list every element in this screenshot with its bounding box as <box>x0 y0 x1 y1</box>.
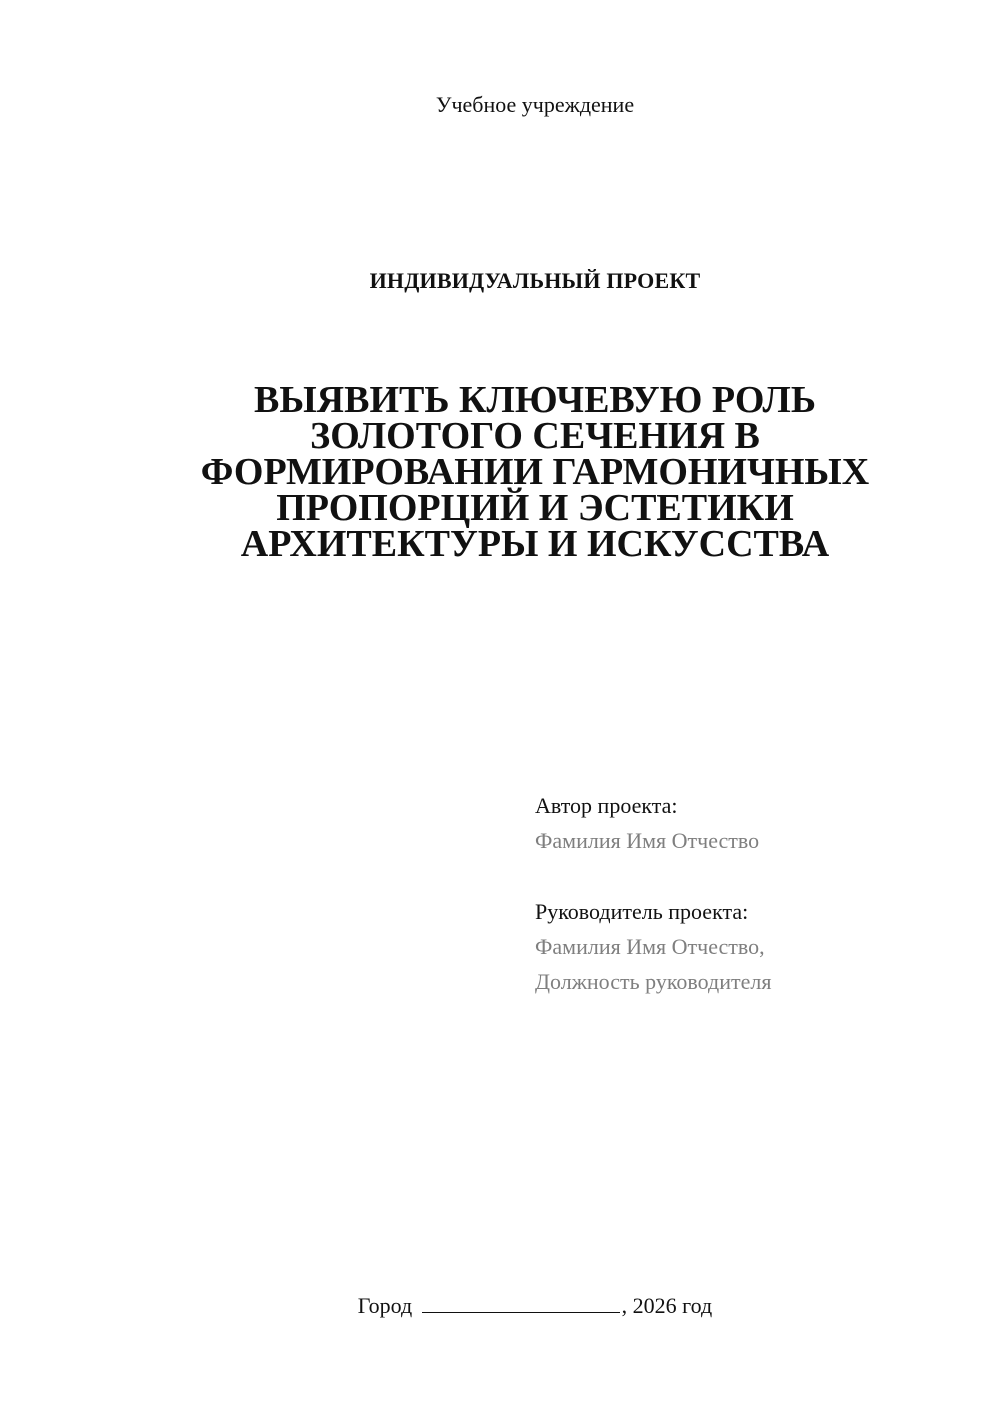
footer-city-year <box>0 1290 1000 1321</box>
title-line: АРХИТЕКТУРЫ И ИСКУССТВА <box>240 523 830 565</box>
project-info <box>535 788 975 999</box>
document-type: ИНДИВИДУАЛЬНЫЙ ПРОЕКТ <box>369 268 701 293</box>
title-line: ВЫЯВИТЬ КЛЮЧЕВУЮ РОЛЬ <box>254 379 816 421</box>
spacer <box>535 858 975 894</box>
supervisor-position: Должность руководителя <box>535 969 772 994</box>
title-line: ПРОПОРЦИЙ И ЭСТЕТИКИ <box>276 487 794 529</box>
supervisor-label: Руководитель проекта: <box>535 899 749 924</box>
city-label: Город <box>357 1293 413 1318</box>
author-name: Фамилия Имя Отчество <box>535 828 760 853</box>
institution-name: Учебное учреждение <box>435 92 635 117</box>
city-blank-line <box>422 1290 620 1313</box>
title-line: ФОРМИРОВАНИИ ГАРМОНИЧНЫХ <box>200 451 870 493</box>
project-title <box>185 379 885 565</box>
year-text: , 2026 год <box>621 1293 713 1318</box>
author-label: Автор проекта: <box>535 793 678 818</box>
title-line: ЗОЛОТОГО СЕЧЕНИЯ В <box>310 415 760 457</box>
supervisor-name: Фамилия Имя Отчество, <box>535 934 765 959</box>
